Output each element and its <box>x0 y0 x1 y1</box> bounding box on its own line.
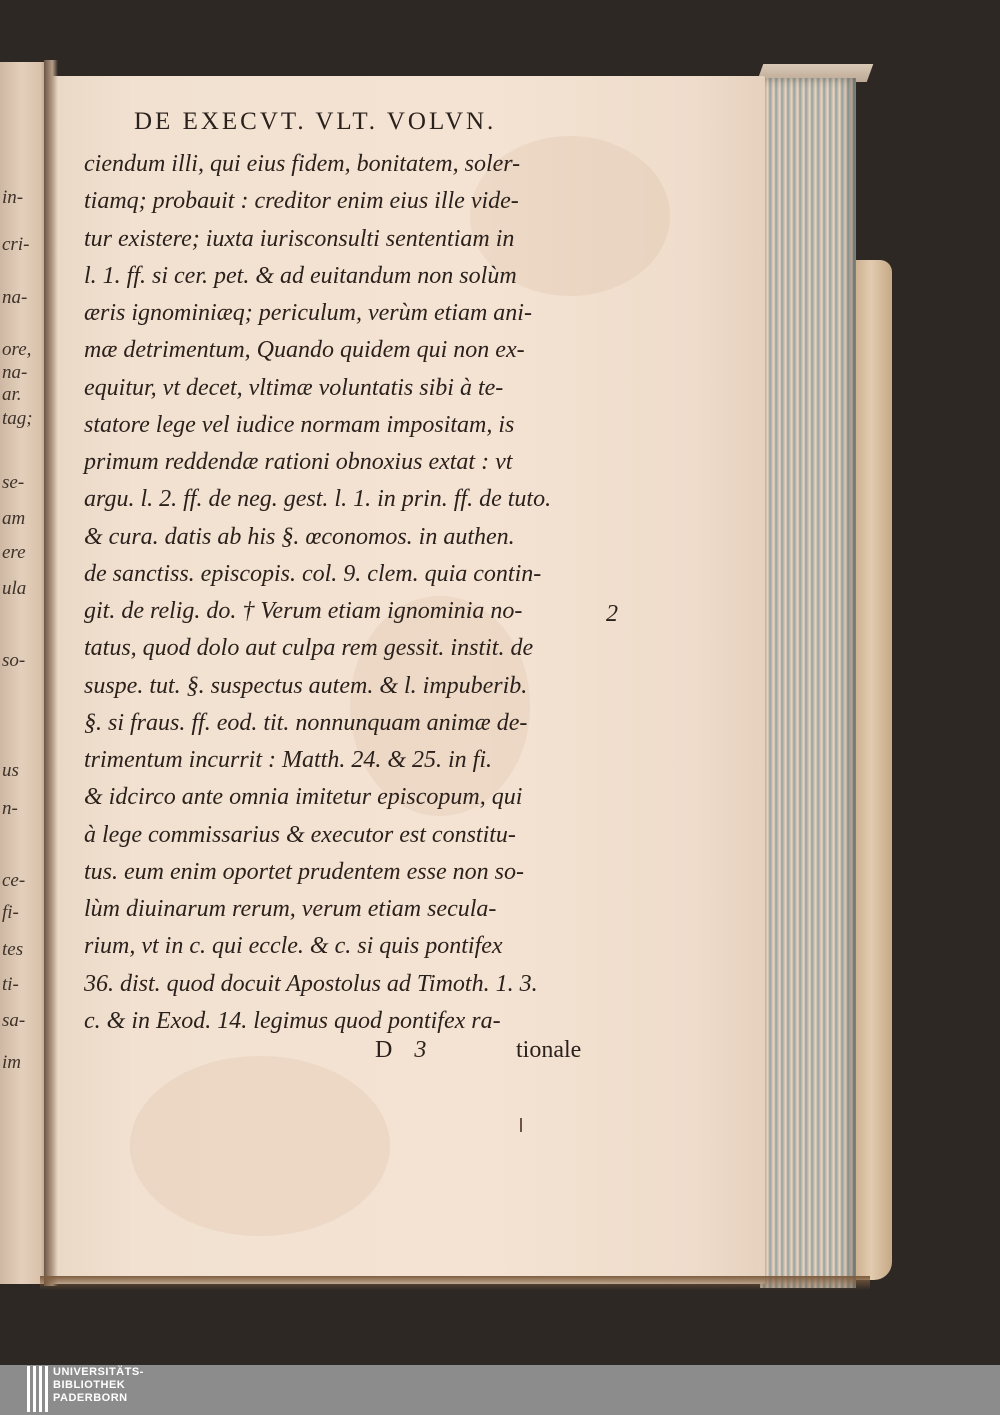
logo-line: BIBLIOTHEK <box>53 1379 126 1391</box>
left-page-text: im <box>2 1052 21 1073</box>
text-line: suspe. tut. §. suspectus autem. & l. impuberib. <box>84 673 528 699</box>
running-header: DE EXECVT. VLT. VOLVN. <box>134 108 497 135</box>
left-page-text: ula <box>2 578 27 599</box>
left-page-text: so- <box>2 650 26 671</box>
page-bottom-shadow <box>40 1276 870 1290</box>
text-line: §. si fraus. ff. eod. tit. nonnunquam animæ de- <box>84 710 528 736</box>
left-page-text: in- <box>2 187 24 208</box>
left-page-text: ore, <box>2 339 32 360</box>
logo-line: PADERBORN <box>53 1392 128 1404</box>
text-line: tiamq; probauit : creditor enim eius ille vide- <box>84 188 519 214</box>
text-line: æris ignominiæq; periculum, verùm etiam ani- <box>84 300 532 326</box>
text-line: equitur, vt decet, vltimæ voluntatis sibi à te- <box>84 375 504 401</box>
left-page-text: tes <box>2 939 24 960</box>
left-page-text: se- <box>2 472 25 493</box>
text-line: à lege commissarius & executor est constitu- <box>84 822 516 848</box>
left-page-text: na- <box>2 287 28 308</box>
book-cover-edge <box>850 260 892 1280</box>
ink-mark <box>520 1118 522 1132</box>
text-line: tur existere; iuxta iurisconsulti sententiam in <box>84 226 515 252</box>
left-page-text: ti- <box>2 974 19 995</box>
text-line: tatus, quod dolo aut culpa rem gessit. instit. de <box>84 635 534 661</box>
text-line: ciendum illi, qui eius fidem, bonitatem, soler- <box>84 151 521 177</box>
left-page-text: fi- <box>2 902 19 923</box>
page-block-edges <box>760 78 856 1288</box>
text-line: statore lege vel iudice normam impositam, is <box>84 412 515 438</box>
text-line: de sanctiss. episcopis. col. 9. clem. quia contin- <box>84 561 542 587</box>
left-page-text: sa- <box>2 1010 26 1031</box>
left-page-text: ce- <box>2 870 26 891</box>
left-page-text: na- <box>2 362 28 383</box>
signature-mark <box>375 1037 428 1064</box>
library-logo-icon <box>27 1366 49 1412</box>
signature-number: 3 <box>414 1037 429 1063</box>
left-page-fragment <box>0 62 48 1284</box>
left-page-text: us <box>2 760 19 781</box>
left-page-text: cri- <box>2 234 30 255</box>
text-line: lùm diuinarum rerum, verum etiam secula- <box>84 896 497 922</box>
left-page-text: am <box>2 508 26 529</box>
text-line: trimentum incurrit : Matth. 24. & 25. in fi. <box>84 747 492 773</box>
text-line: 36. dist. quod docuit Apostolus ad Timoth. 1. 3. <box>84 971 538 997</box>
left-page-text: n- <box>2 798 18 819</box>
text-line: l. 1. ff. si cer. pet. & ad euitandum non solùm <box>84 263 517 289</box>
left-page-text: ere <box>2 542 26 563</box>
logo-line: UNIVERSITÄTS- <box>53 1366 144 1378</box>
left-page-text: ar. <box>2 384 22 405</box>
text-line: primum reddendæ rationi obnoxius extat : vt <box>84 449 513 475</box>
text-line: rium, vt in c. qui eccle. & c. si quis pontifex <box>84 933 503 959</box>
catchword: tionale <box>516 1037 582 1063</box>
text-line: & cura. datis ab his §. œconomos. in authen. <box>84 524 515 550</box>
text-line: tus. eum enim oportet prudentem esse non so- <box>84 859 524 885</box>
text-line: mæ detrimentum, Quando quidem qui non ex- <box>84 337 525 363</box>
signature-letter: D <box>375 1037 395 1063</box>
left-page-text: tag; <box>2 408 33 429</box>
text-line: & idcirco ante omnia imitetur episcopum, qui <box>84 784 523 810</box>
text-line: argu. l. 2. ff. de neg. gest. l. 1. in prin. ff. de tuto. <box>84 486 552 512</box>
text-line: git. de relig. do. † Verum etiam ignominia no- <box>84 598 523 624</box>
library-logo-text <box>53 1366 144 1405</box>
text-line: c. & in Exod. 14. legimus quod pontifex ra- <box>84 1008 501 1034</box>
paper-stain <box>130 1056 390 1236</box>
page-gutter <box>44 60 58 1286</box>
marginal-note-number: 2 <box>606 601 618 627</box>
library-footer-bar <box>0 1365 1000 1415</box>
